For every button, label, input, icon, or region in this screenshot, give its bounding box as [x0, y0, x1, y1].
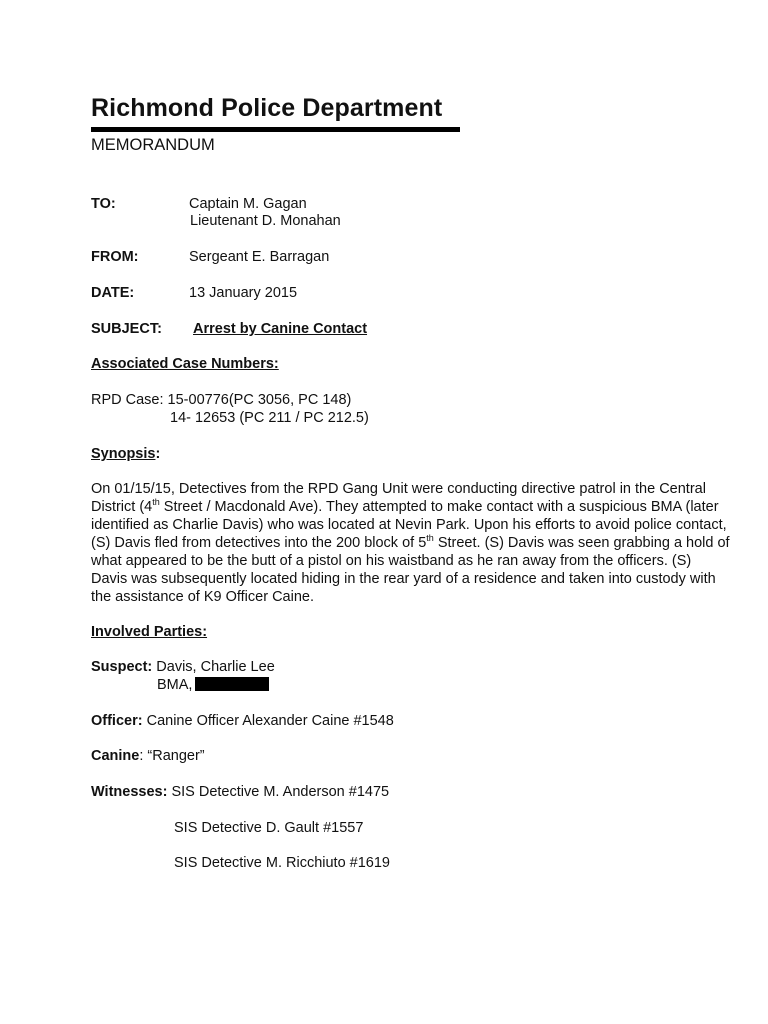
- title-rule: [91, 127, 460, 132]
- synopsis-sup-2: th: [426, 533, 434, 544]
- synopsis-text-2: Street / Macdonald Ave). They attempted to make contact with a suspicious BMA (later identified as Charlie Davis) who was located at Nevin Park. Upon his efforts to avoid police contact, (S) Davis fled from detectives into the 200 block of 5: [91, 499, 727, 551]
- memo-subtitle: MEMORANDUM: [91, 136, 215, 154]
- synopsis-heading-colon: :: [155, 446, 161, 462]
- involved-parties-heading: Involved Parties:: [91, 624, 208, 640]
- witnesses-label: Witnesses:: [91, 784, 168, 800]
- redaction-bar: [195, 677, 269, 691]
- case-numbers-heading: Associated Case Numbers:: [91, 356, 279, 372]
- synopsis-text-3: Street. (S) Davis was seen grabbing a hold of what appeared to be the butt of a pistol on his waistband as he ran away from the officers. (S) Davis was subsequently located hiding in the rear yard of a residence and taken into custody with the assistance of K9 Officer Caine.: [91, 535, 730, 605]
- to-label: TO:: [91, 196, 116, 212]
- case-number-line-2: 14- 12653 (PC 211 / PC 212.5): [170, 410, 369, 426]
- witness-3: SIS Detective M. Ricchiuto #1619: [174, 855, 390, 871]
- from-label: FROM:: [91, 249, 139, 265]
- synopsis-paragraph: [91, 480, 731, 606]
- suspect-line: [91, 659, 275, 675]
- synopsis-text-1: On 01/15/15, Detectives from the RPD Gang Unit were conducting directive patrol in the Central District (4: [91, 481, 706, 515]
- synopsis-sup-1: th: [152, 497, 160, 508]
- suspect-name: Davis, Charlie Lee: [156, 659, 275, 675]
- subject-value: Arrest by Canine Contact: [193, 321, 368, 337]
- canine-value: : “Ranger”: [139, 748, 205, 764]
- witness-2: SIS Detective D. Gault #1557: [174, 820, 364, 836]
- witness-1: SIS Detective M. Anderson #1475: [171, 784, 390, 800]
- witnesses-line: [91, 784, 389, 800]
- page-title: Richmond Police Department: [91, 94, 443, 122]
- synopsis-heading: [91, 446, 160, 462]
- case-number-line-1: RPD Case: 15-00776(PC 3056, PC 148): [91, 392, 352, 408]
- canine-label: Canine: [91, 748, 140, 764]
- to-recipient-1: Captain M. Gagan: [189, 196, 307, 212]
- officer-label: Officer:: [91, 713, 143, 729]
- suspect-desc: BMA,: [157, 677, 193, 693]
- to-recipient-2: Lieutenant D. Monahan: [190, 213, 341, 229]
- subject-label: SUBJECT:: [91, 321, 162, 337]
- from-value: Sergeant E. Barragan: [189, 249, 330, 265]
- canine-line: [91, 748, 205, 764]
- date-label: DATE:: [91, 285, 135, 301]
- officer-line: [91, 713, 394, 729]
- suspect-desc-line: [157, 677, 269, 693]
- suspect-label: Suspect:: [91, 659, 153, 675]
- officer-value: Canine Officer Alexander Caine #1548: [146, 713, 394, 729]
- synopsis-heading-text: Synopsis: [91, 446, 156, 462]
- date-value: 13 January 2015: [189, 285, 298, 301]
